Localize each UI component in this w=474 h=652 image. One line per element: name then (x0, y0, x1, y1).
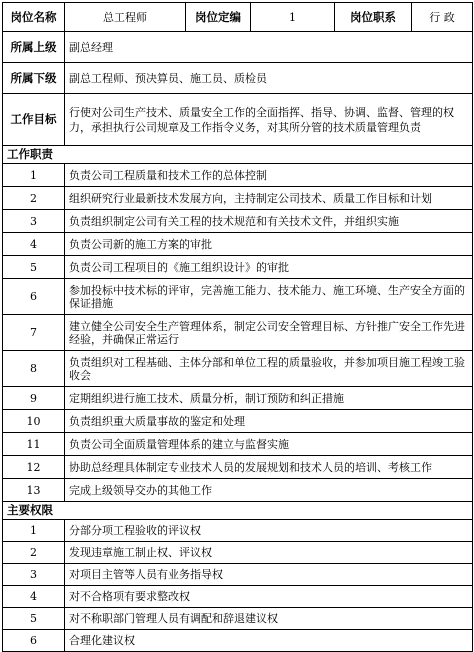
duty-item-text: 组织研究行业最新技术发展方向，主持制定公司技术、质量工作目标和计划 (65, 187, 473, 210)
duty-item-text: 负责公司工程质量和技术工作的总体控制 (65, 164, 473, 187)
duty-item (3, 387, 473, 410)
duties-list (3, 164, 473, 502)
authority-item-text: 分部分项工程验收的评议权 (65, 520, 473, 542)
duty-item-text: 负责公司工程项目的《施工组织设计》的审批 (65, 256, 473, 279)
position-name-value: 总工程师 (65, 3, 186, 32)
authority-item-text: 对项目主管等人员有业务指导权 (65, 564, 473, 586)
header-row (3, 3, 473, 32)
duty-item-number: 10 (3, 410, 65, 433)
duty-item (3, 233, 473, 256)
duty-item-number: 1 (3, 164, 65, 187)
duty-item (3, 351, 473, 387)
duties-section-title: 工作职责 (3, 146, 473, 164)
duty-item (3, 279, 473, 315)
duty-item-number: 4 (3, 233, 65, 256)
goal-label: 工作目标 (3, 94, 65, 146)
duty-item-text: 协助总经理具体制定专业技术人员的发展规划和技术人员的培训、考核工作 (65, 456, 473, 479)
authority-item (3, 586, 473, 608)
position-code-value: 1 (251, 3, 335, 32)
goal-row (3, 94, 473, 146)
position-relation-value: 行 政 (412, 3, 473, 32)
duties-section-row (3, 146, 473, 164)
duty-item-number: 9 (3, 387, 65, 410)
duty-item-number: 7 (3, 315, 65, 351)
subordinate-value: 副总工程师、预决算员、施工员、质检员 (65, 63, 473, 94)
authority-item-number: 5 (3, 608, 65, 630)
authority-item (3, 542, 473, 564)
authority-item-number: 6 (3, 630, 65, 652)
duty-item (3, 210, 473, 233)
position-code-label: 岗位定编 (186, 3, 251, 32)
superior-value: 副总经理 (65, 32, 473, 63)
duty-item-text: 负责公司新的施工方案的审批 (65, 233, 473, 256)
authority-item-text: 发现违章施工制止权、评议权 (65, 542, 473, 564)
duty-item-number: 5 (3, 256, 65, 279)
duty-item (3, 410, 473, 433)
duty-item-number: 3 (3, 210, 65, 233)
duty-item-text: 定期组织进行施工技术、质量分析，制订预防和纠正措施 (65, 387, 473, 410)
duty-item-number: 12 (3, 456, 65, 479)
authority-item-text: 对不称职部门管理人员有调配和辞退建议权 (65, 608, 473, 630)
position-relation-label: 岗位职系 (335, 3, 412, 32)
authority-item (3, 564, 473, 586)
duty-item-number: 2 (3, 187, 65, 210)
duty-item (3, 315, 473, 351)
duty-item-text: 负责公司全面质量管理体系的建立与监督实施 (65, 433, 473, 456)
duty-item (3, 456, 473, 479)
subordinate-label: 所属下级 (3, 63, 65, 94)
authority-item-number: 1 (3, 520, 65, 542)
duty-item-number: 6 (3, 279, 65, 315)
authority-item (3, 630, 473, 652)
authority-item (3, 520, 473, 542)
subordinate-row (3, 63, 473, 94)
authority-item-number: 4 (3, 586, 65, 608)
authority-item (3, 608, 473, 630)
job-description-table (2, 2, 473, 652)
duty-item (3, 187, 473, 210)
duty-item-number: 13 (3, 479, 65, 502)
duty-item (3, 433, 473, 456)
duty-item (3, 164, 473, 187)
authority-item-text: 合理化建议权 (65, 630, 473, 652)
superior-row (3, 32, 473, 63)
duty-item-text: 建立健全公司安全生产管理体系，制定公司安全管理目标、方针推广安全工作先进经验，并确保正常运行 (65, 315, 473, 351)
authority-list (3, 520, 473, 652)
goal-value: 行使对公司生产技术、质量安全工作的全面指挥、指导、协调、监督、管理的权力，承担执行公司规章及工作指令义务，对其所分管的技术质量管理负责 (65, 94, 473, 146)
duty-item-text: 负责组织制定公司有关工程的技术规范和有关技术文件，并组织实施 (65, 210, 473, 233)
authority-item-text: 对不合格项有要求整改权 (65, 586, 473, 608)
authority-section-title: 主要权限 (3, 502, 473, 520)
duty-item-number: 8 (3, 351, 65, 387)
authority-item-number: 2 (3, 542, 65, 564)
duty-item (3, 479, 473, 502)
position-name-label: 岗位名称 (3, 3, 65, 32)
authority-item-number: 3 (3, 564, 65, 586)
duty-item (3, 256, 473, 279)
duty-item-number: 11 (3, 433, 65, 456)
duty-item-text: 负责组织对工程基础、主体分部和单位工程的质量验收，并参加项目施工程竣工验收会 (65, 351, 473, 387)
duty-item-text: 参加投标中技术标的评审，完善施工能力、技术能力、施工环境、生产安全方面的保证措施 (65, 279, 473, 315)
duty-item-text: 完成上级领导交办的其他工作 (65, 479, 473, 502)
authority-section-row (3, 502, 473, 520)
superior-label: 所属上级 (3, 32, 65, 63)
duty-item-text: 负责组织重大质量事故的鉴定和处理 (65, 410, 473, 433)
